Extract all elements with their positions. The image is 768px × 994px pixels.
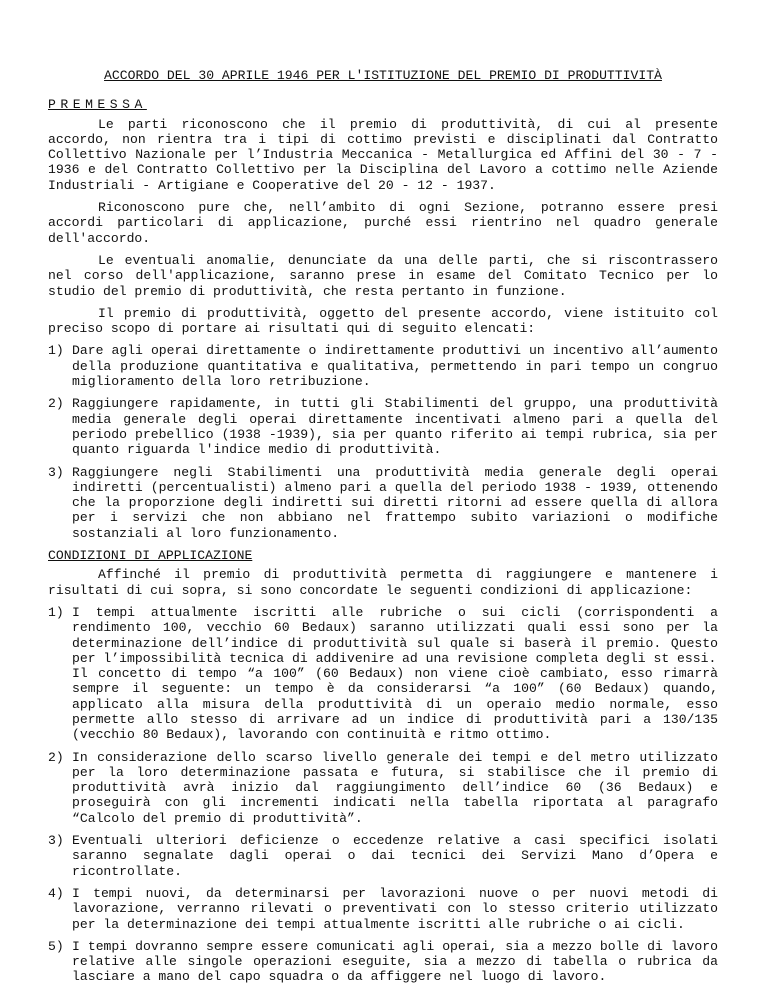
condizione-item: [48, 833, 718, 879]
condizione-item: [48, 939, 718, 985]
list-item-number: 5): [48, 938, 64, 954]
list-item-number: 4): [48, 885, 64, 901]
document-page: [48, 68, 718, 992]
list-item-text: I tempi attualmente iscritti alle rubriche o sui cicli (corrispondenti a rendimento 100, vecchio 60 Bedaux) saranno utilizzati quali essi sono per la determinazione dell’indice di produttività sul quale si baserà il premio. Questo per l’impossibilità tecnica di addivenire ad una revisione completa degli st essi.: [72, 604, 718, 666]
list-item-text: Raggiungere negli Stabilimenti una produttività media generale degli operai indiretti (percentualisti) almeno pari a quella del periodo 1938 - 1939, ottenendo che la proporzione degli indiretti sui diretti ritorni ad essere quella di allora per i servizi che non abbiano nel frattempo subito variazioni o modifiche sostanziali al loro funzionamento.: [72, 464, 718, 541]
premessa-goal-item: [48, 396, 718, 457]
premessa-goal-item: [48, 343, 718, 389]
premessa-goal-item: [48, 465, 718, 541]
list-item-number: 2): [48, 749, 64, 765]
premessa-paragraph-3: Le eventuali anomalie, denunciate da una delle parti, che si riscontrassero nel corso dell'applicazione, saranno prese in esame del Comitato Tecnico per lo studio del premio di produttività, che resta pertanto in funzione.: [48, 252, 718, 299]
list-item-text: In considerazione dello scarso livello generale dei tempi e del metro utilizzato per la loro determinazione passata e futura, si stabilisce che il premio di produttività avrà inizio dal raggiungimento dell’indice 60 (36 Bedaux) e proseguirà con gli incrementi indicati nella tabella riportata al paragrafo “Calcolo del premio di produttività”.: [72, 749, 718, 826]
list-item-text: I tempi dovranno sempre essere comunicati agli operai, sia a mezzo bolle di lavoro relative alle singole operazioni eseguite, sia a mezzo di tabella o rubrica da lasciare a mano del capo squadra o da affiggere nel luogo di lavoro.: [72, 938, 718, 985]
condizione-item: [48, 605, 718, 743]
list-item-text: Raggiungere rapidamente, in tutti gli Stabilimenti del gruppo, una produttività media generale degli operai direttamente incentivati almeno pari a quella del periodo prebellico (1938 -1939), sia per quanto riferito ai tempi rubrica, sia per quanto riguarda l'indice medio di produttività.: [72, 396, 718, 458]
list-item-number: 1): [48, 343, 64, 359]
list-item-text: I tempi nuovi, da determinarsi per lavorazioni nuove o per nuovi metodi di lavorazione, verranno rilevati o preventivati con lo stesso criterio utilizzato per la determinazione dei tempi attualmente iscritti alle rubriche o ai cicli.: [72, 885, 718, 932]
condizione-item: [48, 750, 718, 826]
premessa-paragraph-2: Riconoscono pure che, nell’ambito di ogni Sezione, potranno essere presi accordi particolari di applicazione, purché essi rientrino nel quadro generale dell'accordo.: [48, 200, 718, 246]
list-item-number: 3): [48, 464, 64, 480]
premessa-paragraph-1: Le parti riconoscono che il premio di produttività, di cui al presente accordo, non rientra tra i tipi di cottimo previsti e disciplinati dal Contratto Collettivo Nazionale per l’Industria Meccanica - Metallurgica ed Affini del 30 - 7 - 1936 e del Contratto Collettivo per la Disciplina del Lavoro a cottimo nelle Aziende Industriali - Artigiane e Cooperative del 20 - 12 - 1937.: [48, 116, 718, 193]
list-item-extra-text: Il concetto di tempo “a 100” (60 Bedaux) non viene cioè cambiato, esso rimarrà sempre il seguente: un tempo è da considerarsi “a 100” (60 Bedaux) quando, applicato alla misura della produttività di un operaio medio normale, esso permette allo stesso di arrivare ad un indice di produttività pari a 130/135 (vecchio 80 Bedaux), lavorando con continuità e ritmo ottimo.: [72, 666, 718, 743]
condizioni-heading: CONDIZIONI DI APPLICAZIONE: [48, 548, 253, 564]
premessa-paragraph-4: Il premio di produttività, oggetto del presente accordo, viene istituito col preciso scopo di portare ai risultati qui di seguito elencati:: [48, 305, 718, 337]
premessa-goals-list: [48, 343, 718, 541]
list-item-number: 2): [48, 396, 64, 412]
document-title: ACCORDO DEL 30 APRILE 1946 PER L'ISTITUZIONE DEL PREMIO DI PRODUTTIVITÀ: [104, 68, 662, 83]
list-item-number: 1): [48, 604, 64, 620]
list-item-text: Dare agli operai direttamente o indirettamente produttivi un incentivo all’aumento della produzione quantitativa e qualitativa, permettendo in pari tempo un congruo miglioramento della loro retribuzione.: [72, 343, 718, 390]
condizioni-list: [48, 605, 718, 985]
list-item-text: Eventuali ulteriori deficienze o eccedenze relative a casi specifici isolati saranno segnalate dagli operai o dai tecnici dei Servizi Mano d’Opera e ricontrollate.: [72, 833, 718, 879]
condizione-item: [48, 886, 718, 932]
list-item-number: 3): [48, 833, 64, 849]
premessa-heading: PREMESSA: [48, 97, 147, 113]
condizioni-intro: Affinché il premio di produttività permetta di raggiungere e mantenere i risultati di cui sopra, si sono concordate le seguenti condizioni di applicazione:: [48, 567, 718, 598]
